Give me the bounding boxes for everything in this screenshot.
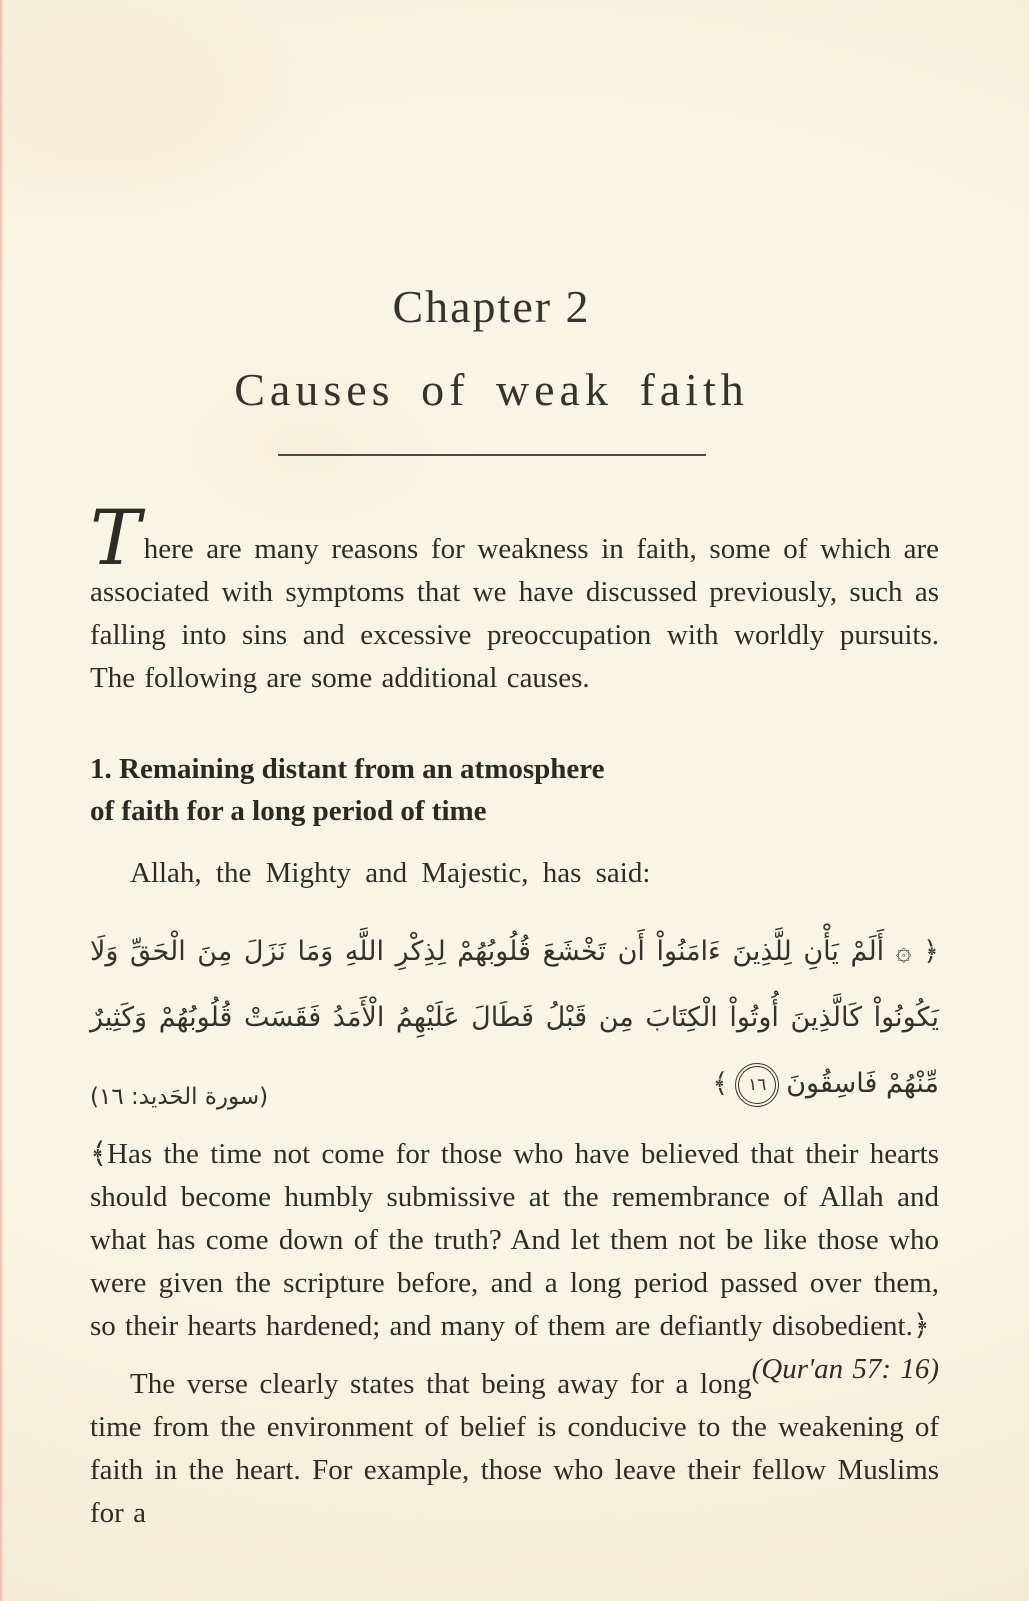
arabic-line-1: ﴿ ۞ أَلَمْ يَأْنِ لِلَّذِينَ ءَامَنُواْ أَن تَخْشَعَ قُلُوبُهُمْ لِذِكْرِ اللَّهِ وَمَا نَزَلَ مِنَ الْحَقِّ وَلَا <box>90 936 939 967</box>
chapter-number: Chapter 2 <box>392 281 591 332</box>
surah-reference: (سورة الحَديد: ١٦) <box>90 1084 269 1110</box>
arabic-line-3-text <box>712 1051 939 1117</box>
arabic-closing-words: مِّنْهُمْ فَاسِقُونَ <box>786 1068 939 1099</box>
section-heading-line1: 1. Remaining distant from an atmosphere <box>90 753 605 785</box>
scan-edge-artifact <box>0 0 4 1601</box>
intro-paragraph <box>90 493 939 700</box>
arabic-line-3 <box>90 1051 939 1117</box>
translation-text: Has the time not come for those who have believed that their hearts should become humbly submissive at the remembrance of Allah and what has come down of the truth? And let them not be like those who were given the scripture before, and a long period passed over them, so their hearts hardened; and many of them are defiantly disobedient. <box>90 1138 939 1342</box>
verse-number-medallion <box>738 1066 776 1104</box>
section-heading <box>90 748 939 832</box>
verse-number: ١٦ <box>748 1074 767 1095</box>
translation-closing-bracket-icon: ﴿ <box>912 1310 930 1342</box>
arabic-line-2: يَكُونُواْ كَالَّذِينَ أُوتُواْ الْكِتَابَ مِن قَبْلُ فَطَالَ عَلَيْهِمُ الْأَمَدُ فَقَسَتْ قُلُوبُهُمْ وَكَثِيرٌ <box>90 1002 939 1033</box>
quran-verse-arabic <box>90 919 939 1117</box>
quran-translation-paragraph <box>90 1133 939 1385</box>
lead-in-sentence: Allah, the Mighty and Majestic, has said: <box>130 857 651 889</box>
chapter-header <box>90 280 939 456</box>
drop-cap-letter: T <box>90 493 141 582</box>
translation-opening-bracket-icon: ﴾ <box>90 1138 107 1170</box>
commentary-paragraph: The verse clearly states that being away for a long time from the environment of belief is conducive to the weakening of faith in the heart. For example, those who leave their fellow Muslims for a <box>90 1368 939 1529</box>
arabic-closing-bracket-icon: ﴾ <box>712 1068 729 1099</box>
quran-citation: (Qur'an 57: 16) <box>751 1353 939 1385</box>
chapter-title: Causes of weak faith <box>234 364 749 415</box>
section-heading-line2: of faith for a long period of time <box>90 795 487 827</box>
divider-rule <box>278 454 706 456</box>
intro-text: here are many reasons for weakness in faith, some of which are associated with symptoms that we have discussed previously, such as falling into sins and excessive preoccupation with worldly pursuits. The following are some additional causes. <box>90 533 939 694</box>
